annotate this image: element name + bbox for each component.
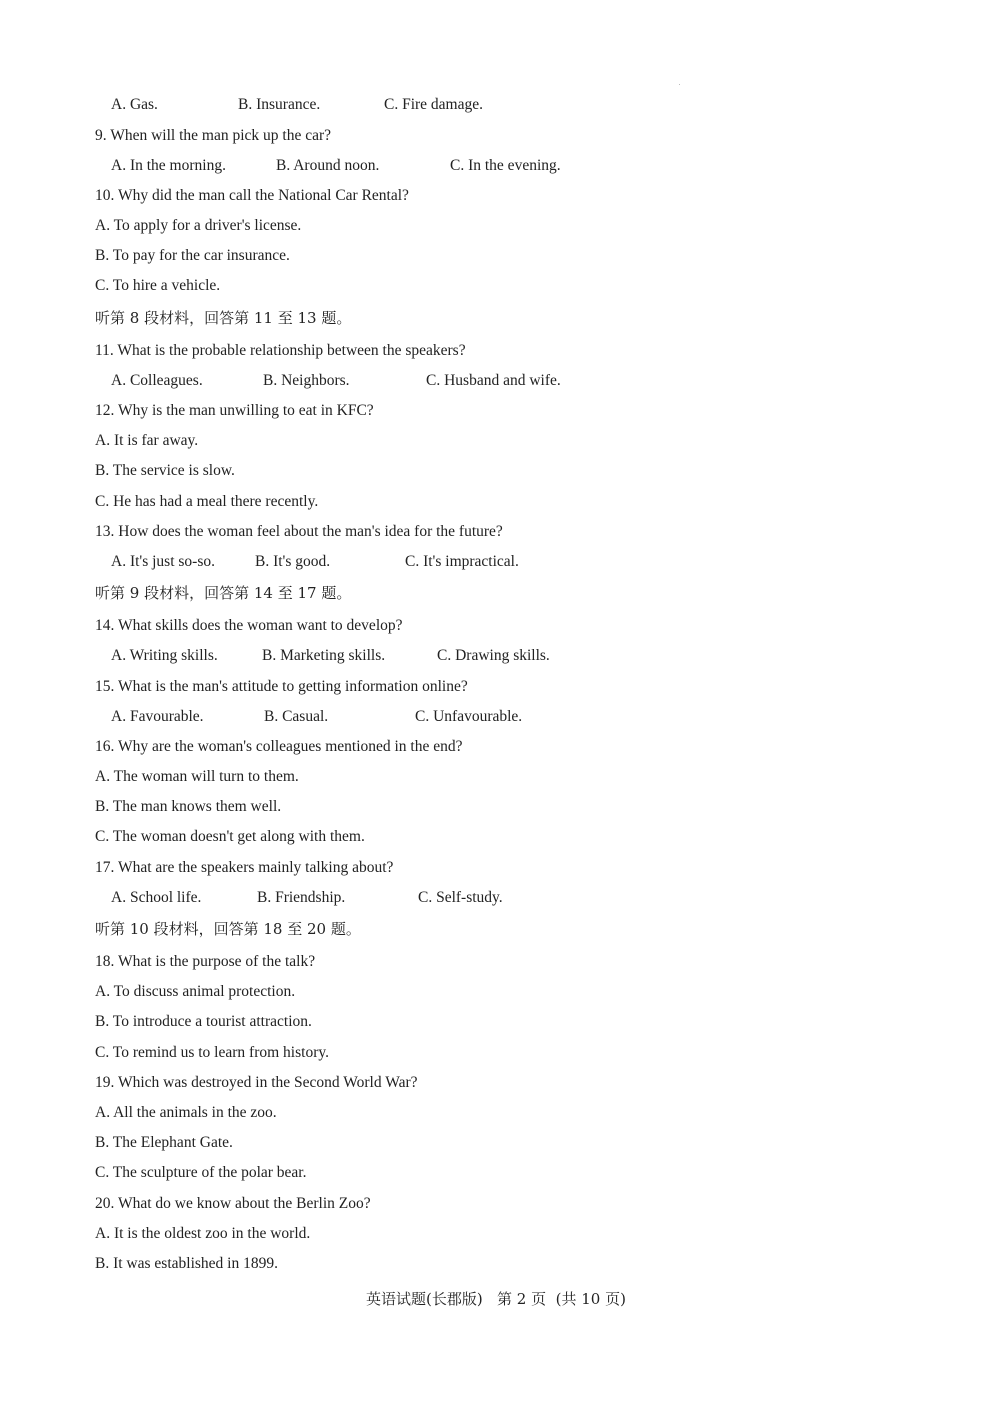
q11-option-c: C. Husband and wife.	[426, 372, 561, 389]
q18-option-a: A. To discuss animal protection.	[95, 983, 296, 1000]
q11-option-b: B. Neighbors.	[263, 372, 350, 389]
q15-option-b: B. Casual.	[264, 708, 329, 725]
q14-question: 14. What skills does the woman want to develop?	[95, 617, 403, 634]
q10-option-b: B. To pay for the car insurance.	[95, 247, 290, 264]
scan-speck	[679, 84, 680, 85]
section-9-heading: 听第 9 段材料，回答第 14 至 17 题。	[95, 584, 352, 602]
q9-option-a: A. In the morning.	[111, 157, 226, 174]
q16-option-a: A. The woman will turn to them.	[95, 768, 299, 785]
q15-option-a: A. Favourable.	[111, 708, 204, 725]
q17-option-a: A. School life.	[111, 889, 202, 906]
q12-question: 12. Why is the man unwilling to eat in KFC?	[95, 402, 374, 419]
q8-option-b: B. Insurance.	[238, 96, 321, 113]
q14-option-b: B. Marketing skills.	[262, 647, 386, 664]
q18-option-b: B. To introduce a tourist attraction.	[95, 1013, 312, 1030]
q14-option-a: A. Writing skills.	[111, 647, 218, 664]
section-8-heading: 听第 8 段材料，回答第 11 至 13 题。	[95, 309, 352, 327]
q20-option-b: B. It was established in 1899.	[95, 1255, 278, 1272]
q11-question: 11. What is the probable relationship between the speakers?	[95, 342, 466, 359]
section-10-heading: 听第 10 段材料，回答第 18 至 20 题。	[95, 920, 361, 938]
q16-option-b: B. The man knows them well.	[95, 798, 282, 815]
q19-question: 19. Which was destroyed in the Second World War?	[95, 1074, 418, 1091]
q16-option-c: C. The woman doesn't get along with them.	[95, 828, 365, 845]
q17-option-b: B. Friendship.	[257, 889, 346, 906]
q9-option-b: B. Around noon.	[276, 157, 380, 174]
page-footer: 英语试题(长郡版) 第 2 页 (共 10 页)	[366, 1290, 626, 1308]
q13-option-b: B. It's good.	[255, 553, 331, 570]
q12-option-a: A. It is far away.	[95, 432, 199, 449]
q13-question: 13. How does the woman feel about the man's idea for the future?	[95, 523, 503, 540]
q17-question: 17. What are the speakers mainly talking about?	[95, 859, 394, 876]
q15-question: 15. What is the man's attitude to getting information online?	[95, 678, 468, 695]
q11-option-a: A. Colleagues.	[111, 372, 203, 389]
q10-question: 10. Why did the man call the National Car Rental?	[95, 187, 409, 204]
q14-option-c: C. Drawing skills.	[437, 647, 550, 664]
q17-option-c: C. Self-study.	[418, 889, 503, 906]
q12-option-b: B. The service is slow.	[95, 462, 235, 479]
q13-option-a: A. It's just so-so.	[111, 553, 215, 570]
q15-option-c: C. Unfavourable.	[415, 708, 523, 725]
q19-option-b: B. The Elephant Gate.	[95, 1134, 233, 1151]
q18-question: 18. What is the purpose of the talk?	[95, 953, 316, 970]
q20-question: 20. What do we know about the Berlin Zoo?	[95, 1195, 371, 1212]
q12-option-c: C. He has had a meal there recently.	[95, 493, 319, 510]
q10-option-a: A. To apply for a driver's license.	[95, 217, 302, 234]
q8-option-a: A. Gas.	[111, 96, 158, 113]
q19-option-a: A. All the animals in the zoo.	[95, 1104, 277, 1121]
q20-option-a: A. It is the oldest zoo in the world.	[95, 1225, 311, 1242]
q10-option-c: C. To hire a vehicle.	[95, 277, 221, 294]
q9-option-c: C. In the evening.	[450, 157, 561, 174]
q8-option-c: C. Fire damage.	[384, 96, 484, 113]
q18-option-c: C. To remind us to learn from history.	[95, 1044, 329, 1061]
q13-option-c: C. It's impractical.	[405, 553, 519, 570]
q16-question: 16. Why are the woman's colleagues mentioned in the end?	[95, 738, 463, 755]
q9-question: 9. When will the man pick up the car?	[95, 127, 332, 144]
q19-option-c: C. The sculpture of the polar bear.	[95, 1164, 307, 1181]
